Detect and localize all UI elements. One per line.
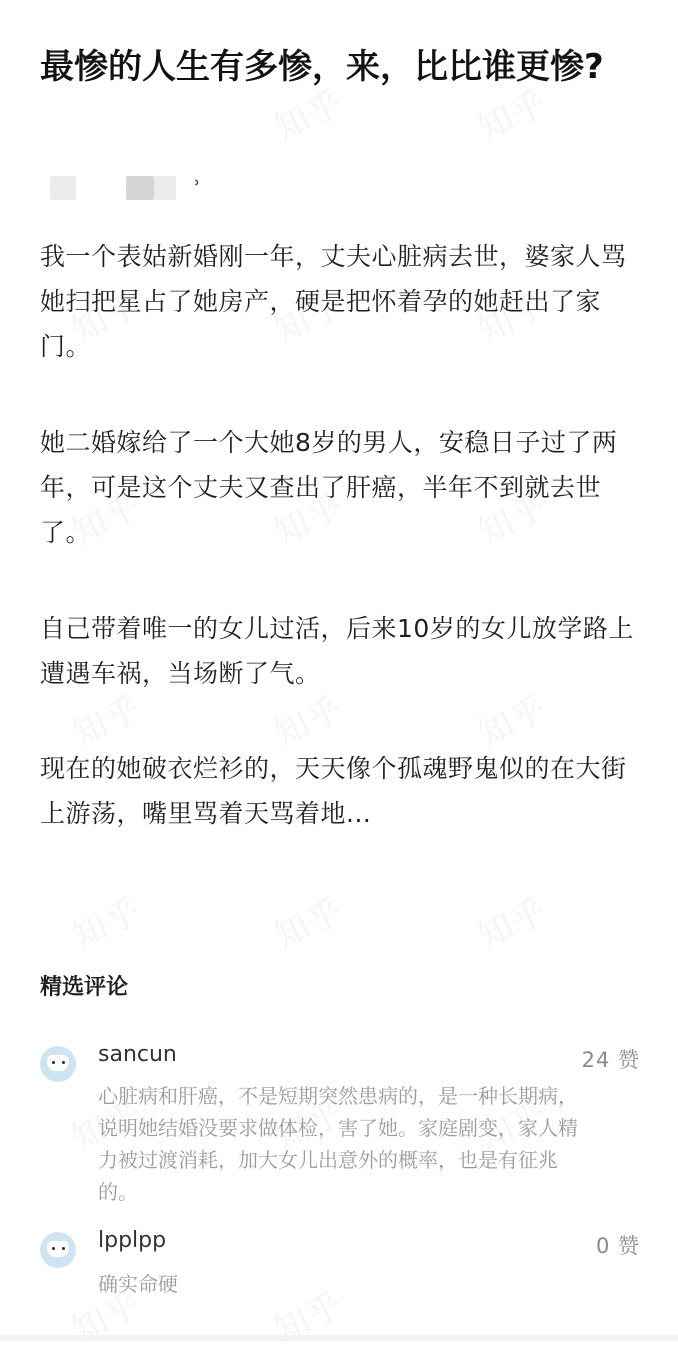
post-paragraph: 现在的她破衣烂衫的，天天像个孤魂野鬼似的在大街上游荡，嘴里骂着天骂着地... <box>40 754 627 828</box>
watermark <box>265 883 351 958</box>
post-paragraph: 她二婚嫁给了一个大她8岁的男人，安稳日子过了两年，可是这个丈夫又查出了肝癌，半年不到就去世了。 <box>40 428 618 547</box>
avatar-icon[interactable] <box>40 1232 76 1268</box>
featured-comments-title: 精选评论 <box>40 975 129 1000</box>
comment-author[interactable]: lpplpp <box>98 1228 167 1253</box>
blurred-author-name <box>126 176 154 200</box>
avatar-eye <box>52 1247 55 1250</box>
comment-text: 心脏病和肝癌，不是短期突然患病的，是一种长期病，说明她结婚没要求做体检，害了她。家庭剧变，家人精力被过渡消耗，加大女儿出意外的概率，也是有征兆的。 <box>98 1084 578 1204</box>
blurred-author-name <box>154 176 176 200</box>
comment-likes[interactable]: 24 赞 <box>581 1048 640 1072</box>
avatar-eye <box>62 1061 65 1064</box>
watermark <box>469 883 555 958</box>
avatar-face <box>47 1055 69 1071</box>
post-paragraph: 自己带着唯一的女儿过活，后来10岁的女儿放学路上遭遇车祸，当场断了气。 <box>40 614 634 688</box>
avatar-face <box>47 1241 69 1257</box>
author-separator: ˒ <box>194 172 201 197</box>
comment-text: 确实命硬 <box>98 1272 178 1296</box>
author-info[interactable] <box>40 172 240 202</box>
blurred-avatar <box>50 176 76 200</box>
comment-item[interactable] <box>40 1042 640 1216</box>
post-paragraph: 我一个表姑新婚刚一年，丈夫心脏病去世，婆家人骂她扫把星占了她房产，硬是把怀着孕的她赶出了家门。 <box>40 242 627 361</box>
avatar-eye <box>52 1061 55 1064</box>
comment-item[interactable] <box>40 1228 640 1302</box>
post-title: 最惨的人生有多惨，来，比比谁更惨? <box>40 47 604 87</box>
avatar-icon[interactable] <box>40 1046 76 1082</box>
comment-author[interactable]: sancun <box>98 1042 177 1067</box>
bottom-divider <box>0 1335 678 1341</box>
comment-likes[interactable]: 0 赞 <box>595 1234 640 1258</box>
avatar-eye <box>62 1247 65 1250</box>
watermark <box>63 883 149 958</box>
